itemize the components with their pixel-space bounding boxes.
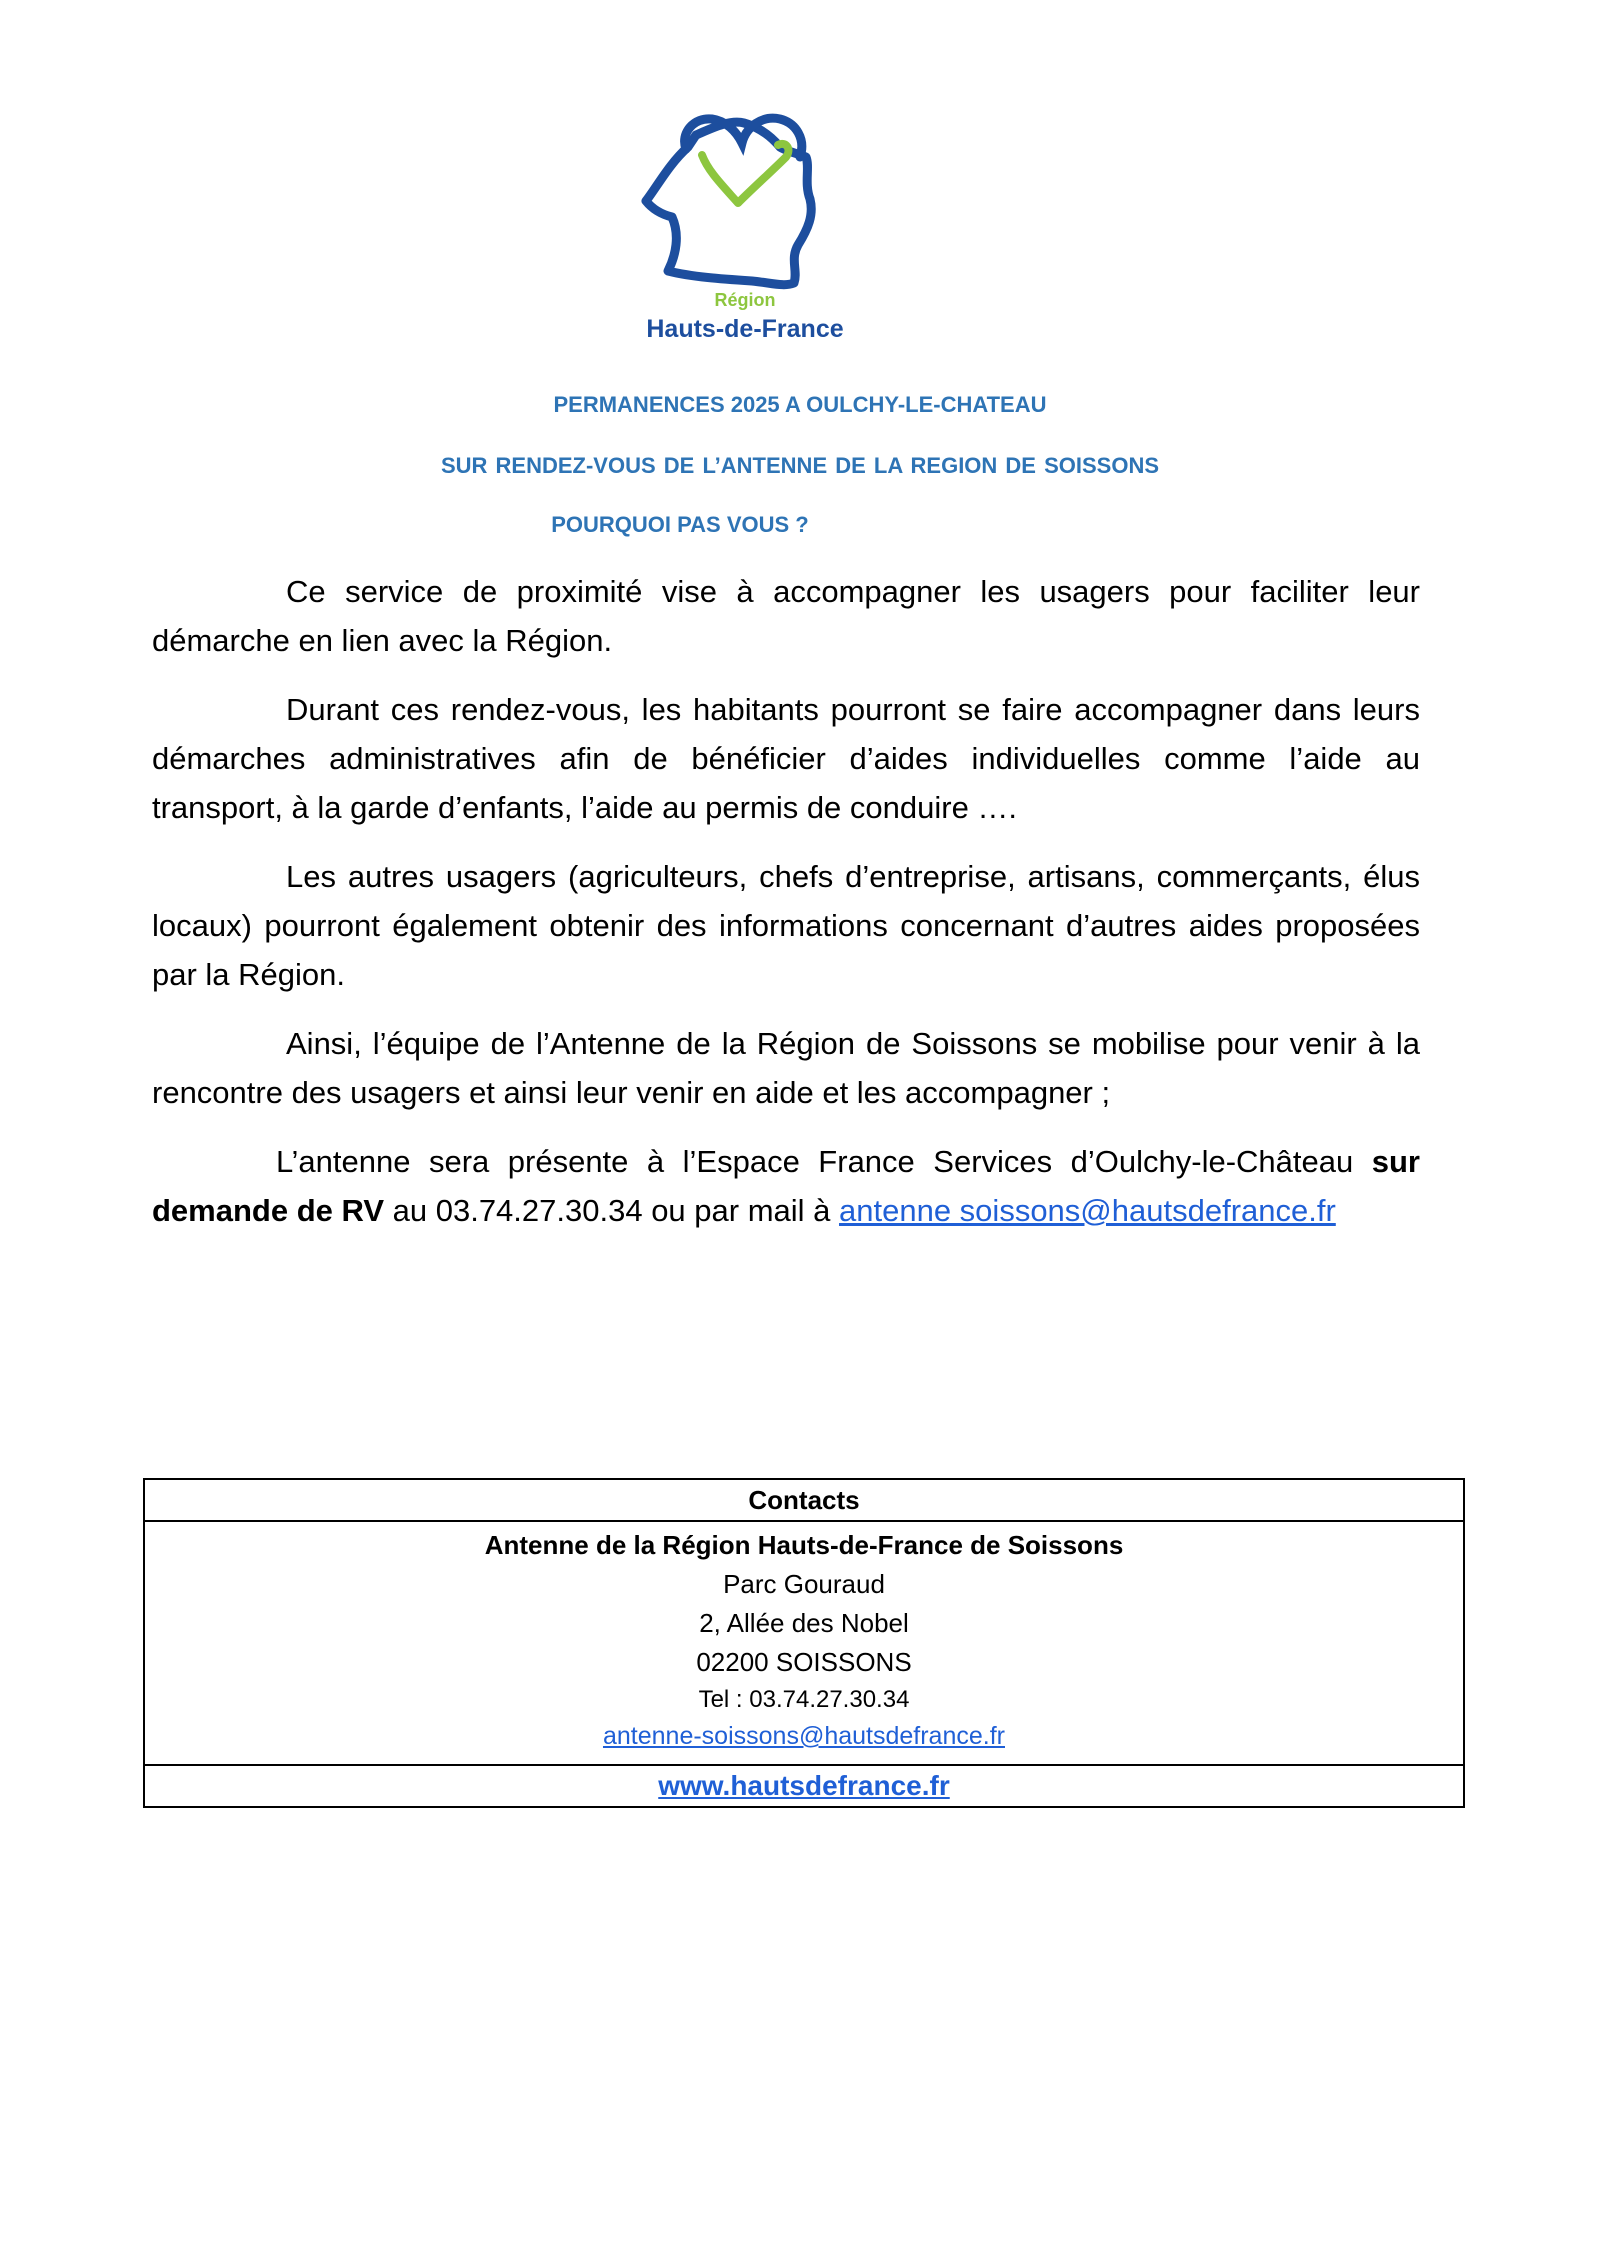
antenne-mid-text: au 03.74.27.30.34 ou par mail à (384, 1193, 840, 1228)
heading-rendez-vous: SUR RENDEZ-VOUS DE L’ANTENNE DE LA REGION DE SOISSONS (440, 453, 1160, 478)
body-text (152, 567, 1420, 1255)
paragraph-autres-usagers: Les autres usagers (agriculteurs, chefs d’entreprise, artisans, commerçants, élus locaux) pourront également obtenir des informations concernant d’autres aides proposées par la Région. (152, 859, 1420, 992)
antenne-intro-text: L’antenne sera présente à l’Espace France Services d’Oulchy-le-Château (276, 1144, 1372, 1179)
contacts-email-link[interactable]: antenne-soissons@hautsdefrance.fr (602, 1722, 1005, 1750)
paragraph-service: Ce service de proximité vise à accompagner les usagers pour faciliter leur démarche en lien avec la Région. (152, 574, 1420, 658)
region-logo (630, 105, 860, 345)
logo-name-label: Hauts-de-France (646, 315, 844, 343)
heading-permanences: PERMANENCES 2025 A OULCHY-LE-CHATEAU (553, 392, 1047, 417)
website-link[interactable]: www.hautsdefrance.fr (658, 1770, 950, 1801)
logo-region-label: Région (714, 290, 776, 310)
contacts-title: Contacts (145, 1480, 1463, 1522)
contacts-address1: Parc Gouraud (723, 1569, 885, 1599)
contacts-details (145, 1522, 1463, 1766)
heading-pourquoi: POURQUOI PAS VOUS ? (551, 512, 809, 537)
contacts-tel: Tel : 03.74.27.30.34 (698, 1686, 910, 1713)
paragraph-equipe: Ainsi, l’équipe de l’Antenne de la Région de Soissons se mobilise pour venir à la rencontre des usagers et ainsi leur venir en aide et les accompagner ; (152, 1026, 1420, 1110)
paragraph-antenne (152, 1137, 1420, 1235)
contacts-org: Antenne de la Région Hauts-de-France de Soissons (484, 1530, 1124, 1560)
contacts-address2: 2, Allée des Nobel (699, 1608, 909, 1638)
rv-bold-text: sur demande de RV (152, 1144, 1420, 1228)
antenne-email-link[interactable]: antenne soissons@hautsdefrance.fr (839, 1193, 1336, 1228)
contacts-table (143, 1478, 1465, 1808)
paragraph-rendez-vous: Durant ces rendez-vous, les habitants pourront se faire accompagner dans leurs démarches administratives afin de bénéficier d’aides individuelles comme l’aide au transport, à la garde d’enfants, l’aide au permis de conduire …. (152, 692, 1420, 825)
hauts-de-france-map-heart-logo (630, 105, 860, 295)
contacts-city: 02200 SOISSONS (696, 1647, 912, 1677)
